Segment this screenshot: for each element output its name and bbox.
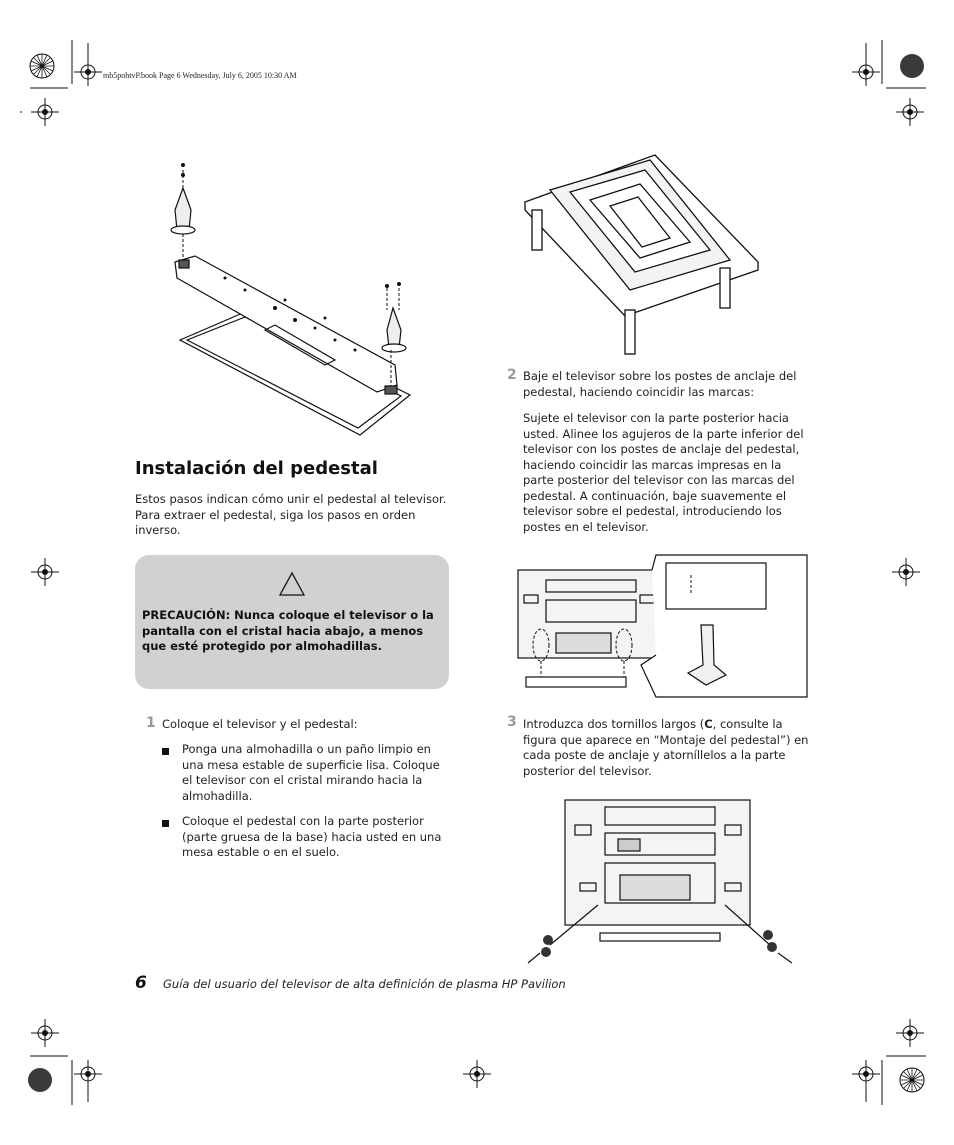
step-2-number: 2 <box>507 367 517 383</box>
alignment-marks-illustration <box>516 555 811 700</box>
step-3-text <box>523 717 813 779</box>
step-3-number: 3 <box>507 714 517 730</box>
section-title: Instalación del pedestal <box>135 458 378 479</box>
page-number: 6 <box>135 973 147 993</box>
bullet-2-mark <box>162 820 169 827</box>
step-1-bullet-1: Ponga una almohadilla o un paño limpio en una mesa estable de superficie lisa. Coloque el televisor con el cristal mirando hacia la almohadilla. <box>182 742 440 803</box>
step-2-detail: Sujete el televisor con la parte posterior hacia usted. Alinee los agujeros de la parte inferior del televisor con los postes de anclaje del pedestal, haciendo coincidir las marcas impresas en la parte posterior del televisor con las marcas del pedestal. A continuación, baje suavemente el televisor sobre el pedestal, introduciendo los postes en el televisor. <box>523 411 804 534</box>
bullet-1-mark <box>162 748 169 755</box>
step-1-number: 1 <box>146 715 156 731</box>
pedestal-assembly-illustration <box>165 160 455 445</box>
intro-paragraph: Estos pasos indican cómo unir el pedestal al televisor. Para extraer el pedestal, siga los pasos en orden inverso. <box>135 492 447 537</box>
warning-triangle-icon <box>279 572 305 596</box>
screw-insertion-illustration <box>520 795 800 970</box>
tv-on-table-illustration <box>520 150 760 360</box>
print-header-note: mb5pohtvP.book Page 6 Wednesday, July 6, 2005 10:30 AM <box>103 71 297 80</box>
step-3-text-after: , consulte la figura que aparece en “Montaje del pedestal”) en cada poste de anclaje y atorníllelos a la parte posterior del televisor. <box>523 717 809 778</box>
step-1-text: Coloque el televisor y el pedestal: <box>162 717 358 731</box>
step-2-text: Baje el televisor sobre los postes de anclaje del pedestal, haciendo coincidir las marcas: <box>523 369 797 399</box>
step-3-text-bold: C <box>704 717 713 731</box>
step-3-text-before: Introduzca dos tornillos largos ( <box>523 717 705 731</box>
step-1-bullet-2: Coloque el pedestal con la parte posterior (parte gruesa de la base) hacia usted en una mesa estable o en el suelo. <box>182 814 442 859</box>
footer-text: Guía del usuario del televisor de alta definición de plasma HP Pavilion <box>163 977 566 991</box>
caution-text: PRECAUCIÓN: Nunca coloque el televisor o la pantalla con el cristal hacia abajo, a menos que esté protegido por almohadillas. <box>142 608 434 653</box>
caution-box <box>135 555 449 689</box>
